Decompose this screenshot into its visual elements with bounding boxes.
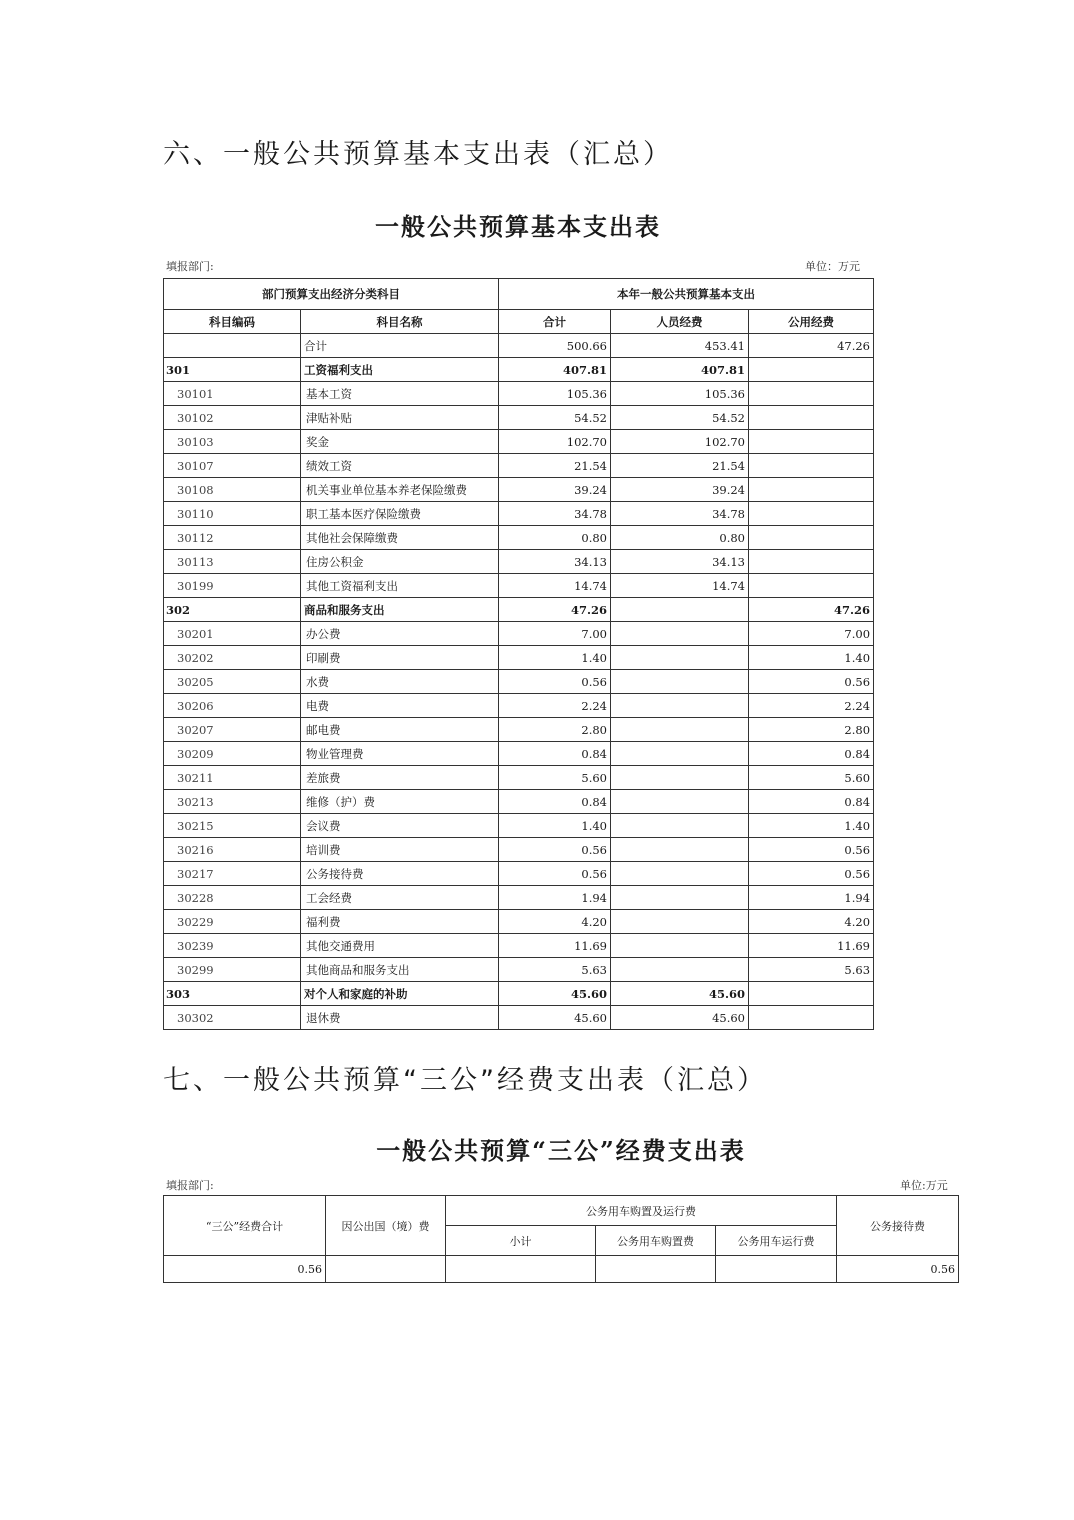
cell-code: 30229 xyxy=(164,910,301,934)
cell-public xyxy=(749,478,874,502)
cell-total: 1.94 xyxy=(499,886,611,910)
cell-personnel xyxy=(611,670,749,694)
cell-personnel: 407.81 xyxy=(611,358,749,382)
cell-personnel xyxy=(611,598,749,622)
table-row xyxy=(164,718,874,742)
table-row xyxy=(164,574,874,598)
cell-code: 30202 xyxy=(164,646,301,670)
cell-name: 津贴补贴 xyxy=(301,406,499,430)
unit-label: 单位：万元 xyxy=(805,260,860,273)
basic-expenditure-body xyxy=(164,334,874,1030)
cell-public: 5.60 xyxy=(749,766,874,790)
cell-code: 303 xyxy=(164,982,301,1006)
cell-public xyxy=(749,502,874,526)
table-row-total xyxy=(164,334,874,358)
header-vehicle-purchase: 公务用车购置费 xyxy=(596,1226,716,1256)
cell-public: 2.24 xyxy=(749,694,874,718)
cell-code: 30102 xyxy=(164,406,301,430)
cell-total: 34.13 xyxy=(499,550,611,574)
table-row xyxy=(164,1006,874,1030)
header-name: 科目名称 xyxy=(301,310,499,334)
cell-vehicle-purchase xyxy=(596,1256,716,1283)
cell-name: 会议费 xyxy=(301,814,499,838)
cell-name: 机关事业单位基本养老保险缴费 xyxy=(301,478,499,502)
cell-public: 47.26 xyxy=(749,334,874,358)
cell-personnel: 34.78 xyxy=(611,502,749,526)
cell-code: 30101 xyxy=(164,382,301,406)
header-reception: 公务接待费 xyxy=(837,1196,959,1256)
fill-department-label-2: 填报部门: xyxy=(166,1179,214,1192)
cell-code: 30112 xyxy=(164,526,301,550)
cell-personnel: 21.54 xyxy=(611,454,749,478)
cell-total: 5.63 xyxy=(499,958,611,982)
cell-total: 0.84 xyxy=(499,790,611,814)
cell-code: 30108 xyxy=(164,478,301,502)
cell-total: 5.60 xyxy=(499,766,611,790)
table-title-basic-expenditure: 一般公共预算基本支出表 xyxy=(375,212,661,241)
cell-code: 30103 xyxy=(164,430,301,454)
cell-code: 30217 xyxy=(164,862,301,886)
cell-name: 印刷费 xyxy=(301,646,499,670)
table-row xyxy=(164,430,874,454)
table-row xyxy=(164,862,874,886)
table-row xyxy=(164,670,874,694)
cell-public: 11.69 xyxy=(749,934,874,958)
cell-total: 34.78 xyxy=(499,502,611,526)
cell-personnel: 14.74 xyxy=(611,574,749,598)
cell-public xyxy=(749,574,874,598)
cell-public xyxy=(749,526,874,550)
table-row xyxy=(164,406,874,430)
section-heading-basic-expenditure: 六、一般公共预算基本支出表（汇总） xyxy=(163,139,673,170)
cell-personnel xyxy=(611,934,749,958)
cell-three-public-total: 0.56 xyxy=(164,1256,326,1283)
cell-code: 30211 xyxy=(164,766,301,790)
cell-public: 1.40 xyxy=(749,646,874,670)
cell-code: 30107 xyxy=(164,454,301,478)
cell-total: 45.60 xyxy=(499,1006,611,1030)
three-public-header-row xyxy=(164,1196,959,1226)
cell-total: 47.26 xyxy=(499,598,611,622)
cell-total: 1.40 xyxy=(499,814,611,838)
cell-personnel xyxy=(611,790,749,814)
cell-name: 物业管理费 xyxy=(301,742,499,766)
cell-total: 0.56 xyxy=(499,838,611,862)
cell-name: 工会经费 xyxy=(301,886,499,910)
cell-personnel xyxy=(611,622,749,646)
cell-name: 基本工资 xyxy=(301,382,499,406)
cell-personnel xyxy=(611,886,749,910)
cell-name: 工资福利支出 xyxy=(301,358,499,382)
cell-public: 1.40 xyxy=(749,814,874,838)
table-row xyxy=(164,550,874,574)
section-heading-three-public: 七、一般公共预算“三公”经费支出表（汇总） xyxy=(163,1065,767,1096)
table-header-row xyxy=(164,279,874,310)
cell-public xyxy=(749,454,874,478)
cell-total: 0.56 xyxy=(499,862,611,886)
cell-code: 30110 xyxy=(164,502,301,526)
cell-name: 合计 xyxy=(301,334,499,358)
cell-personnel: 105.36 xyxy=(611,382,749,406)
table-row xyxy=(164,382,874,406)
table-row-group xyxy=(164,358,874,382)
cell-name: 退休费 xyxy=(301,1006,499,1030)
cell-code: 30113 xyxy=(164,550,301,574)
cell-personnel xyxy=(611,838,749,862)
cell-total: 500.66 xyxy=(499,334,611,358)
cell-public: 0.56 xyxy=(749,670,874,694)
table-row xyxy=(164,502,874,526)
cell-public: 0.56 xyxy=(749,862,874,886)
cell-code: 30213 xyxy=(164,790,301,814)
cell-code xyxy=(164,334,301,358)
cell-total: 4.20 xyxy=(499,910,611,934)
cell-personnel: 45.60 xyxy=(611,1006,749,1030)
cell-code: 30209 xyxy=(164,742,301,766)
cell-personnel xyxy=(611,742,749,766)
table-row xyxy=(164,790,874,814)
header-abroad: 因公出国（境）费 xyxy=(326,1196,446,1256)
cell-subtotal xyxy=(446,1256,596,1283)
cell-total: 14.74 xyxy=(499,574,611,598)
table-row xyxy=(164,910,874,934)
cell-code: 30302 xyxy=(164,1006,301,1030)
cell-total: 0.80 xyxy=(499,526,611,550)
cell-name: 公务接待费 xyxy=(301,862,499,886)
table-row xyxy=(164,838,874,862)
cell-total: 0.84 xyxy=(499,742,611,766)
table-row xyxy=(164,526,874,550)
cell-total: 54.52 xyxy=(499,406,611,430)
cell-personnel: 54.52 xyxy=(611,406,749,430)
cell-public: 4.20 xyxy=(749,910,874,934)
cell-total: 11.69 xyxy=(499,934,611,958)
table-row xyxy=(164,886,874,910)
cell-total: 39.24 xyxy=(499,478,611,502)
table-title-three-public: 一般公共预算“三公”经费支出表 xyxy=(376,1136,746,1165)
basic-expenditure-table xyxy=(163,278,874,1030)
cell-public: 5.63 xyxy=(749,958,874,982)
header-subtotal: 小计 xyxy=(446,1226,596,1256)
cell-public: 0.84 xyxy=(749,790,874,814)
unit-label-2: 单位:万元 xyxy=(900,1179,948,1192)
cell-name: 其他商品和服务支出 xyxy=(301,958,499,982)
cell-total: 0.56 xyxy=(499,670,611,694)
cell-personnel xyxy=(611,694,749,718)
cell-code: 30299 xyxy=(164,958,301,982)
cell-total: 21.54 xyxy=(499,454,611,478)
cell-name: 对个人和家庭的补助 xyxy=(301,982,499,1006)
header-current-year: 本年一般公共预算基本支出 xyxy=(499,279,874,310)
table-row xyxy=(164,478,874,502)
cell-total: 105.36 xyxy=(499,382,611,406)
cell-public xyxy=(749,982,874,1006)
fill-department-label: 填报部门: xyxy=(166,260,214,273)
cell-name: 办公费 xyxy=(301,622,499,646)
table-row xyxy=(164,742,874,766)
header-three-public-total: “三公”经费合计 xyxy=(164,1196,326,1256)
cell-name: 其他社会保障缴费 xyxy=(301,526,499,550)
three-public-table xyxy=(163,1195,959,1283)
cell-code: 30228 xyxy=(164,886,301,910)
cell-name: 住房公积金 xyxy=(301,550,499,574)
cell-name: 奖金 xyxy=(301,430,499,454)
header-code: 科目编码 xyxy=(164,310,301,334)
cell-code: 301 xyxy=(164,358,301,382)
cell-name: 职工基本医疗保险缴费 xyxy=(301,502,499,526)
cell-code: 30201 xyxy=(164,622,301,646)
cell-name: 福利费 xyxy=(301,910,499,934)
cell-name: 其他交通费用 xyxy=(301,934,499,958)
cell-total: 2.24 xyxy=(499,694,611,718)
cell-total: 2.80 xyxy=(499,718,611,742)
cell-personnel: 34.13 xyxy=(611,550,749,574)
cell-personnel: 45.60 xyxy=(611,982,749,1006)
cell-public xyxy=(749,382,874,406)
cell-code: 30239 xyxy=(164,934,301,958)
table-row-group xyxy=(164,598,874,622)
header-personnel: 人员经费 xyxy=(611,310,749,334)
table-row xyxy=(164,934,874,958)
cell-abroad xyxy=(326,1256,446,1283)
cell-public xyxy=(749,1006,874,1030)
cell-name: 商品和服务支出 xyxy=(301,598,499,622)
cell-name: 差旅费 xyxy=(301,766,499,790)
table-subheader-row xyxy=(164,310,874,334)
cell-personnel: 0.80 xyxy=(611,526,749,550)
cell-total: 1.40 xyxy=(499,646,611,670)
header-vehicle-group: 公务用车购置及运行费 xyxy=(446,1196,837,1226)
cell-code: 30215 xyxy=(164,814,301,838)
cell-public: 0.84 xyxy=(749,742,874,766)
cell-code: 30206 xyxy=(164,694,301,718)
cell-reception: 0.56 xyxy=(837,1256,959,1283)
cell-code: 30216 xyxy=(164,838,301,862)
cell-name: 维修（护）费 xyxy=(301,790,499,814)
cell-public: 47.26 xyxy=(749,598,874,622)
cell-code: 30207 xyxy=(164,718,301,742)
cell-public: 0.56 xyxy=(749,838,874,862)
three-public-data-row xyxy=(164,1256,959,1283)
cell-public: 7.00 xyxy=(749,622,874,646)
cell-name: 电费 xyxy=(301,694,499,718)
table-row-group xyxy=(164,982,874,1006)
table-row xyxy=(164,814,874,838)
cell-personnel xyxy=(611,910,749,934)
cell-personnel xyxy=(611,718,749,742)
cell-public: 2.80 xyxy=(749,718,874,742)
cell-total: 407.81 xyxy=(499,358,611,382)
header-classification: 部门预算支出经济分类科目 xyxy=(164,279,499,310)
header-public: 公用经费 xyxy=(749,310,874,334)
cell-name: 其他工资福利支出 xyxy=(301,574,499,598)
cell-personnel xyxy=(611,646,749,670)
table-row xyxy=(164,454,874,478)
cell-personnel: 102.70 xyxy=(611,430,749,454)
cell-code: 30205 xyxy=(164,670,301,694)
cell-name: 绩效工资 xyxy=(301,454,499,478)
header-total: 合计 xyxy=(499,310,611,334)
cell-code: 30199 xyxy=(164,574,301,598)
cell-public xyxy=(749,406,874,430)
table-row xyxy=(164,958,874,982)
cell-code: 302 xyxy=(164,598,301,622)
table-row xyxy=(164,622,874,646)
cell-public xyxy=(749,358,874,382)
cell-personnel xyxy=(611,766,749,790)
table-row xyxy=(164,646,874,670)
cell-total: 45.60 xyxy=(499,982,611,1006)
cell-public xyxy=(749,550,874,574)
table-row xyxy=(164,694,874,718)
cell-personnel: 453.41 xyxy=(611,334,749,358)
cell-personnel xyxy=(611,814,749,838)
table-row xyxy=(164,766,874,790)
cell-personnel: 39.24 xyxy=(611,478,749,502)
cell-personnel xyxy=(611,958,749,982)
cell-name: 培训费 xyxy=(301,838,499,862)
cell-total: 7.00 xyxy=(499,622,611,646)
header-vehicle-operation: 公务用车运行费 xyxy=(716,1226,837,1256)
cell-name: 水费 xyxy=(301,670,499,694)
cell-name: 邮电费 xyxy=(301,718,499,742)
cell-total: 102.70 xyxy=(499,430,611,454)
cell-vehicle-operation xyxy=(716,1256,837,1283)
cell-personnel xyxy=(611,862,749,886)
cell-public xyxy=(749,430,874,454)
cell-public: 1.94 xyxy=(749,886,874,910)
